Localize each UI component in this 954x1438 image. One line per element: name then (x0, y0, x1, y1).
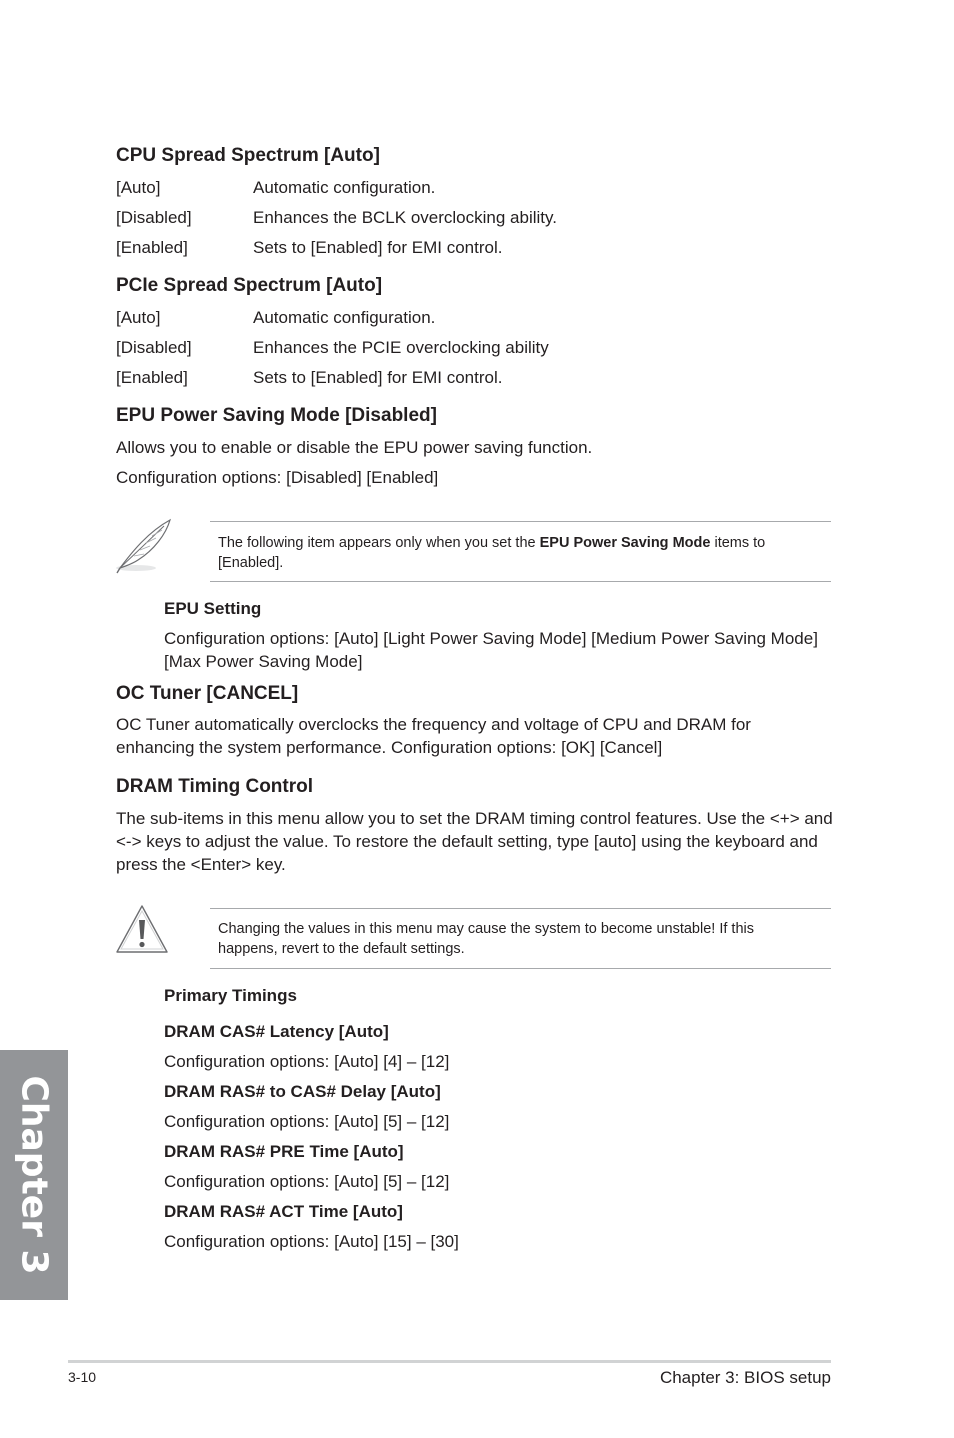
option-key: [Auto] (116, 308, 161, 327)
dram-ras-pre-options: Configuration options: [Auto] [5] – [12] (164, 1172, 450, 1191)
note-text-post: items to [Enabled]. (218, 535, 766, 571)
note-bottom-rule (210, 581, 831, 582)
option-key: [Enabled] (116, 368, 188, 387)
dram-ras-to-cas-options: Configuration options: [Auto] [5] – [12] (164, 1112, 450, 1131)
option-key: [Disabled] (116, 208, 192, 227)
dram-ras-pre-heading: DRAM RAS# PRE Time [Auto] (164, 1142, 404, 1161)
option-desc: Automatic configuration. (253, 178, 436, 197)
option-desc: Sets to [Enabled] for EMI control. (253, 238, 503, 257)
epu-description: Allows you to enable or disable the EPU power saving function. (116, 438, 593, 457)
warning-icon (114, 903, 170, 955)
note-top-rule (210, 521, 831, 522)
dram-cas-latency-options: Configuration options: [Auto] [4] – [12] (164, 1052, 450, 1071)
option-desc: Automatic configuration. (253, 308, 436, 327)
epu-setting-heading: EPU Setting (164, 599, 262, 618)
dram-ras-to-cas-heading: DRAM RAS# to CAS# Delay [Auto] (164, 1082, 441, 1101)
note-text-pre: The following item appears only when you set the (218, 535, 540, 551)
option-key: [Disabled] (116, 338, 192, 357)
oc-tuner-description: OC Tuner automatically overclocks the frequency and voltage of CPU and DRAM for enhancing the system performance. Configuration options: [OK] [Cancel] (116, 715, 751, 757)
dram-timing-heading: DRAM Timing Control (116, 776, 314, 797)
note-text-bold: EPU Power Saving Mode (539, 535, 711, 551)
warning-bottom-rule (210, 968, 831, 969)
cpu-spread-spectrum-heading: CPU Spread Spectrum [Auto] (116, 145, 380, 166)
epu-config-options: Configuration options: [Disabled] [Enabled] (116, 468, 439, 487)
feather-pen-icon (114, 516, 174, 576)
note-text (218, 533, 823, 573)
dram-cas-latency-heading: DRAM CAS# Latency [Auto] (164, 1022, 389, 1041)
primary-timings-heading: Primary Timings (164, 986, 297, 1005)
warning-top-rule (210, 908, 831, 909)
oc-tuner-heading: OC Tuner [CANCEL] (116, 683, 299, 704)
epu-power-saving-heading: EPU Power Saving Mode [Disabled] (116, 405, 437, 426)
option-desc: Enhances the BCLK overclocking ability. (253, 208, 557, 227)
option-desc: Enhances the PCIE overclocking ability (253, 338, 549, 357)
footer-chapter-title: Chapter 3: BIOS setup (659, 1368, 831, 1387)
warning-text: Changing the values in this menu may cause the system to become unstable! If this happens, revert to the default settings. (218, 921, 754, 957)
dram-ras-act-heading: DRAM RAS# ACT Time [Auto] (164, 1202, 403, 1221)
pcie-spread-spectrum-heading: PCIe Spread Spectrum [Auto] (116, 275, 383, 296)
chapter-side-tab-label: Chapter 3 (13, 1075, 55, 1275)
page-number: 3-10 (68, 1369, 97, 1385)
dram-timing-description: The sub-items in this menu allow you to set the DRAM timing control features. Use the <+> and <-> keys to adjust the value. To restore the default setting, type [auto] using the keyboard and press the <Enter> key. (116, 809, 833, 874)
footer-rule (68, 1360, 831, 1363)
option-key: [Enabled] (116, 238, 188, 257)
epu-setting-options: Configuration options: [Auto] [Light Power Saving Mode] [Medium Power Saving Mode] [Max Power Saving Mode] (164, 629, 818, 671)
option-key: [Auto] (116, 178, 161, 197)
option-desc: Sets to [Enabled] for EMI control. (253, 368, 503, 387)
dram-ras-act-options: Configuration options: [Auto] [15] – [30] (164, 1232, 459, 1251)
